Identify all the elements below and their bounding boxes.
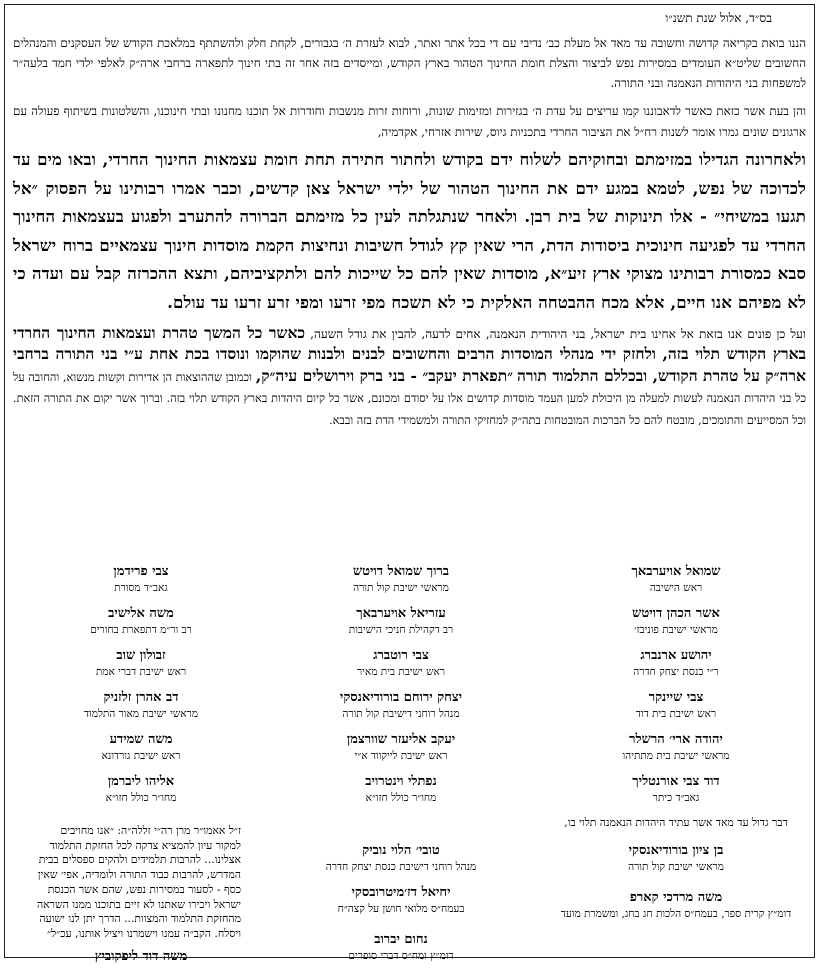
signer-name: יהודה ארי׳ הרשלר [629,732,723,747]
intro-paragraph: הננו בואת בקריאה קדושה וחשובה עד מאד אל מעלת כב׳ נדיבי עם די בכל אתר ואתר, לבוא לעזרת ה׳ בגבורים, לקחת חלק ולהשתתף במלאכת הקודש של העסקנים והמנהלים החשובים שליט״א העומדים במסירות נפש לביצור והצלת חומת החינוך הטהור בארץ הקודש, ומייסדים בזה אחר זה בתי חינוך לתפארה ברחבי ארה״ק לאלפי ילדי חמד בלעה״ר למשפחות בני היהודות הנאמנה ובני התורה. [13,36,806,90]
signer-title: מראשי ישיבת בית מתתיהו [622,750,730,762]
appeal-part-1: ועל כן פונים אנו בזאת אל אחינו בית ישראל, בני היהודית הנאמנה, אחים לדעה, להבין את גודל השעה, [310,326,806,341]
signer-name: נפתלי וינטרויב [365,774,437,789]
signer-title: מראשי ישיבת קול תורה [353,582,449,594]
signature-block [281,689,521,722]
signature-block [281,884,521,917]
signature-block [556,689,796,722]
signer-name: משה אלישיב [108,606,174,621]
signer-name: יחיאל דז׳מיטרובסקי [351,885,451,900]
signature-block [556,605,796,638]
signature-column-left [21,563,261,966]
signer-name: נחום יברוב [374,932,428,947]
signer-title: מראשי ישיבת קול תורה [628,861,724,873]
signature-block [556,842,796,875]
signature-block [281,563,521,596]
signer-name: צבי שיינקר [648,690,704,705]
signer-name: דוד צבי אורנטליך [632,774,720,789]
signer-title: רב דקהילת חניכי הישיבות [348,624,454,636]
signer-name: עזריאל אויערבאך [356,606,446,621]
signer-name: שמואל אויערבאך [631,564,721,579]
signature-block [556,563,796,596]
signer-name: צבי פרידמן [113,564,169,579]
signer-title: ר״י כנסת יצחק חדרה [633,666,719,678]
signer-title: מחו״ר כולל חזו״א [105,792,177,804]
signer-name: צבי רוטברג [373,648,429,663]
signer-name: יצחק ירוחם בורודיאנסקי [339,690,463,705]
signature-block [281,647,521,680]
signer-title: רב ור״מ דתפארת בחורים [90,624,192,636]
signature-block [281,731,521,764]
signature-block [21,563,261,596]
signer-note: דבר גדול עד מאד אשר עתיד היהדות הנאמנה תלוי בו, [564,816,788,829]
document-date: בס״ד, אלול שנת תשנ״ו [665,11,772,25]
signer-title: ראש ישיבת דברי אמת [95,666,187,678]
signature-block [281,605,521,638]
signature-block [21,731,261,764]
signature-block [281,931,521,964]
signer-name: זבולון שוב [116,648,166,663]
signer-name: משה שמידע [109,732,173,747]
signature-block [556,773,796,806]
signer-title: מראשי ישיבת מאור התלמוד [84,708,198,720]
document-page [4,4,815,964]
signer-name: משה דוד ליפקוביץ [94,948,188,964]
context-paragraph: והן בעת אשר כזאת כאשר לדאבוננו קמו עריצים על עדת ה׳ בגזירות ומזימות שונות, ורוחות זרות מנשבות וחודרות אל תוכנו מחנונו ובתי חינוכנו, והשלטונות בשיתוף פעולה עם ארגונים שונים גמרו אומר לשנות רח״ל את הציבור החרדי בתכניות גיוס, שירות אזרחי, אקדמיה, [13,104,806,139]
signer-title: ראש ישיבת בית דוד [635,708,717,720]
signature-block [281,773,521,806]
appeal-paragraph [13,323,806,432]
signature-block [281,842,521,875]
signature-block [556,731,796,764]
signer-title: גאב״ד כיתר [652,792,700,804]
signer-name: טובי׳ הלוי נוביק [362,843,440,858]
signer-title: מראשי ישיבת פוניבז׳ [634,624,718,636]
signature-column-right [556,563,796,931]
signature-block [21,689,261,722]
signer-title: דומ״ץ קרית ספר, בעמח״ס הלכות חג בחג, ומשמרת מועד [560,908,792,920]
appeal-part-4: וכמובן שההוצאות הן אדירות וקשות מנשוא, והחובה על כל בני היהדות הנאמנה לעשות למעלה מן היכולת למען העמד מוסדות קדושים אלו על יסודם ומכונם, אשר כל קיום היהדות בארץ הקודש תלוי בזה. וברוך אשר יקום את התורה הזאת. וכל המסייעים והתומכים, מובטח להם כל הברכות המובטחות בתה״ק למחזיקי התורה ולמשמידי הדת בזה ובבא. [13,370,806,427]
signer-name: אשר הכהן דויטש [632,606,720,621]
signer-title: מנהל רוחני דישיבת קול תורה [342,708,460,720]
signer-name: בן ציון בורודיאנסקי [628,843,724,858]
signer-name: יעקב אליעזר שוורצמן [346,732,456,747]
signer-name: ברוך שמואל דויטש [352,564,450,579]
signer-title: דומ״ץ ומח״ס דברי סופרים [348,950,454,962]
bold-paragraph: ולאחרונה הגדילו במזימתם ובחוקיהם לשלוח ידם בקודש ולחתור חתירה תחת חומת עצמאות החינוך החרדי, ובאו מים עד לכדוכה של נפש, לטמא במגע ידם את החינוך הטהור של ילדי ישראל צאן קדשים, וכבר אמרו רבותינו על הפסוק ״אל תגעו במשיחי״ - אלו תינוקות של בית רבן. ולאחר שנתגלתה לעין כל מזימתם הברורה להתערב ולפגוע בעצמאות החינוך החרדי עד לפגיעה חינוכית ביסודות הדת, הרי שאין קץ לגודל חשיבות ונחיצות הקמת מוסדות חינוך עצמאיים ברוח ישראל סבא כמסורת רבותינו מצוקי ארץ זיע״א, מוסדות שאין להם כל שייכות להם ולתקציביהם, ותצא ההכרזה קבל עם ועדה כי לא מפיהם אנו חיים, אלא מכח ההבטחה האלקית כי לא תשכח מפי זרעו ומפי זרע זרעו עד עולם. [13,149,806,312]
signer-title: מנהל רוחני דישיבת כנסת יצחק חדרה [325,861,477,873]
signatures-section [13,563,806,964]
signature-column-middle [281,563,521,973]
signer-name: יהושע ארנברג [640,648,712,663]
rabbi-quote: ז״ל אאמו״ר מרן רה״י זללה״ה: ״אנו מחויבים למקור עיון להמציא צדקה לכל החזקת התלמוד אצלינו... להרבות תלמידים ולהקים ספסלים בבית המדרש, להרבות כבוד התורה ולומדיה, אפי׳ שאין כסף - לסעור במסירות נפש, שהם אשר הכנסת ישראל ויכירו שאתנו לא זיים בתוכנו ממנו השראה מהחזקת התלמוד והמצוות... הדרך יתן לנו ישועה ויסלח. הקב״ה עמנו וישמרנו ויציל אותנו, עכ״ל״ [36,824,241,940]
signer-title: ראש הישיבה [649,582,703,594]
appeal-part-2: כאשר כל המשך טהרת ועצמאות החינוך החרדי בארץ הקודש תלוי בזה, ולחזק ידי מנהלי המוסדות הרבים והחשובים לבנים ולבנות שהוקמו ונוסדו בכת אחת ע״י בני התורה ברחבי ארה״ק על טהרת הקודש, ובכללם התלמוד תורה [13,322,806,385]
signature-block [21,605,261,638]
signature-block [556,889,796,922]
signer-title: גאב״ד מסורת [114,582,168,594]
signer-name: אליהו ליברמן [107,774,175,789]
signer-title: ראש ישיבת גורדונא [101,750,181,762]
signature-block [21,647,261,680]
signature-block [21,773,261,806]
signer-title: ראש ישיבת בית מאיר [357,666,445,678]
signer-title: בעמח״ס מלואי חושן על קצה״ח [337,903,465,915]
letter-body [13,33,806,431]
appeal-institution: ״תפארת יעקב״ - בני ברק וירושלים עיה״ק, [255,365,514,385]
signer-name: משה מרדכי קארפ [629,890,723,905]
signer-title: מחו״ר כולל חזו״א [365,792,437,804]
signer-title: ראש ישיבת לייקווד א״י [354,750,448,762]
signer-name: דב אהרן זלזניק [103,690,179,705]
signature-block [556,647,796,680]
